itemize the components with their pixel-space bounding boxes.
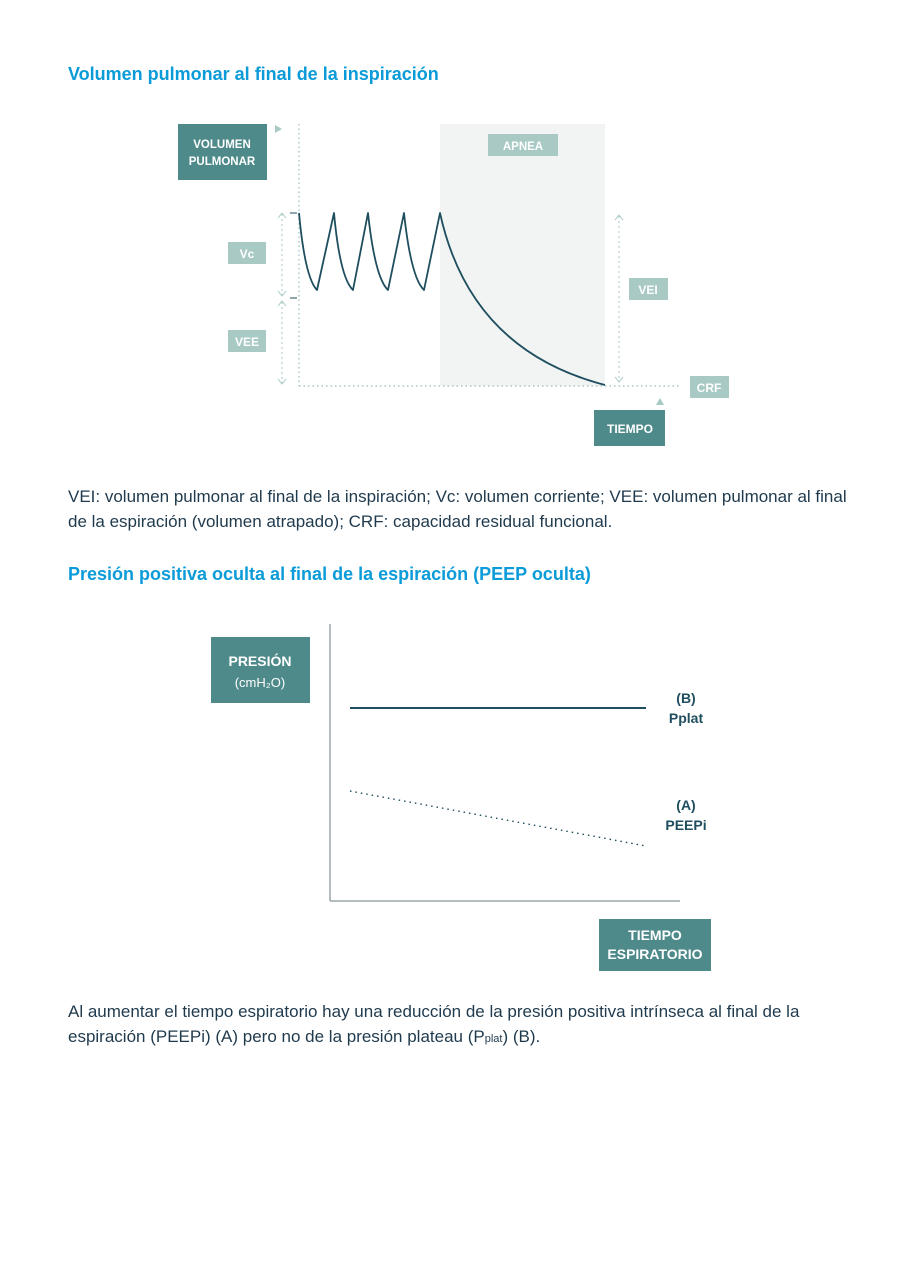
vei-label: VEI: [638, 283, 658, 297]
pplat-name: Pplat: [668, 710, 704, 726]
pplat-tag: (B): [676, 690, 696, 706]
section1-caption: VEI: volumen pulmonar al final de la inspiración; Vc: volumen corriente; VEE: volumen pulmonar al final de la espiración (volumen atrapado); CRF: capacidad residual funcional.: [68, 487, 847, 531]
peepi-name: PEEPi: [665, 817, 707, 833]
pressure-y-label-box: [211, 637, 310, 703]
section1-title: Volumen pulmonar al final de la inspiración: [68, 64, 439, 84]
y-axis-label-line2: PULMONAR: [188, 156, 256, 168]
x-axis-label: TIEMPO: [606, 422, 654, 436]
section2-caption-sub: plat: [484, 1033, 503, 1045]
peepi-tag: (A): [676, 797, 696, 813]
pressure-x-label-line2: ESPIRATORIO: [607, 946, 703, 962]
pressure-y-label-line1: PRESIÓN: [228, 653, 292, 669]
section2-caption: [68, 999, 848, 1052]
apnea-label: APNEA: [502, 141, 544, 153]
section2-caption-before: Al aumentar el tiempo espiratorio hay una reducción de la presión positiva intrínseca al final de la espiración (PEEPi) (A) pero no de la presión plateau (P: [68, 1002, 800, 1046]
vee-label: VEE: [234, 335, 260, 349]
pressure-y-label-line2: (cmH₂O): [234, 675, 286, 690]
vc-label: Vc: [239, 247, 255, 261]
section2-caption-after: ) (B).: [502, 1027, 541, 1046]
y-axis-label-line1: VOLUMEN: [193, 139, 251, 151]
section2-title: Presión positiva oculta al final de la espiración (PEEP oculta): [68, 564, 591, 584]
peepi-line: [350, 791, 646, 846]
pressure-x-label-line1: TIEMPO: [628, 927, 682, 943]
crf-label: CRF: [696, 381, 722, 395]
